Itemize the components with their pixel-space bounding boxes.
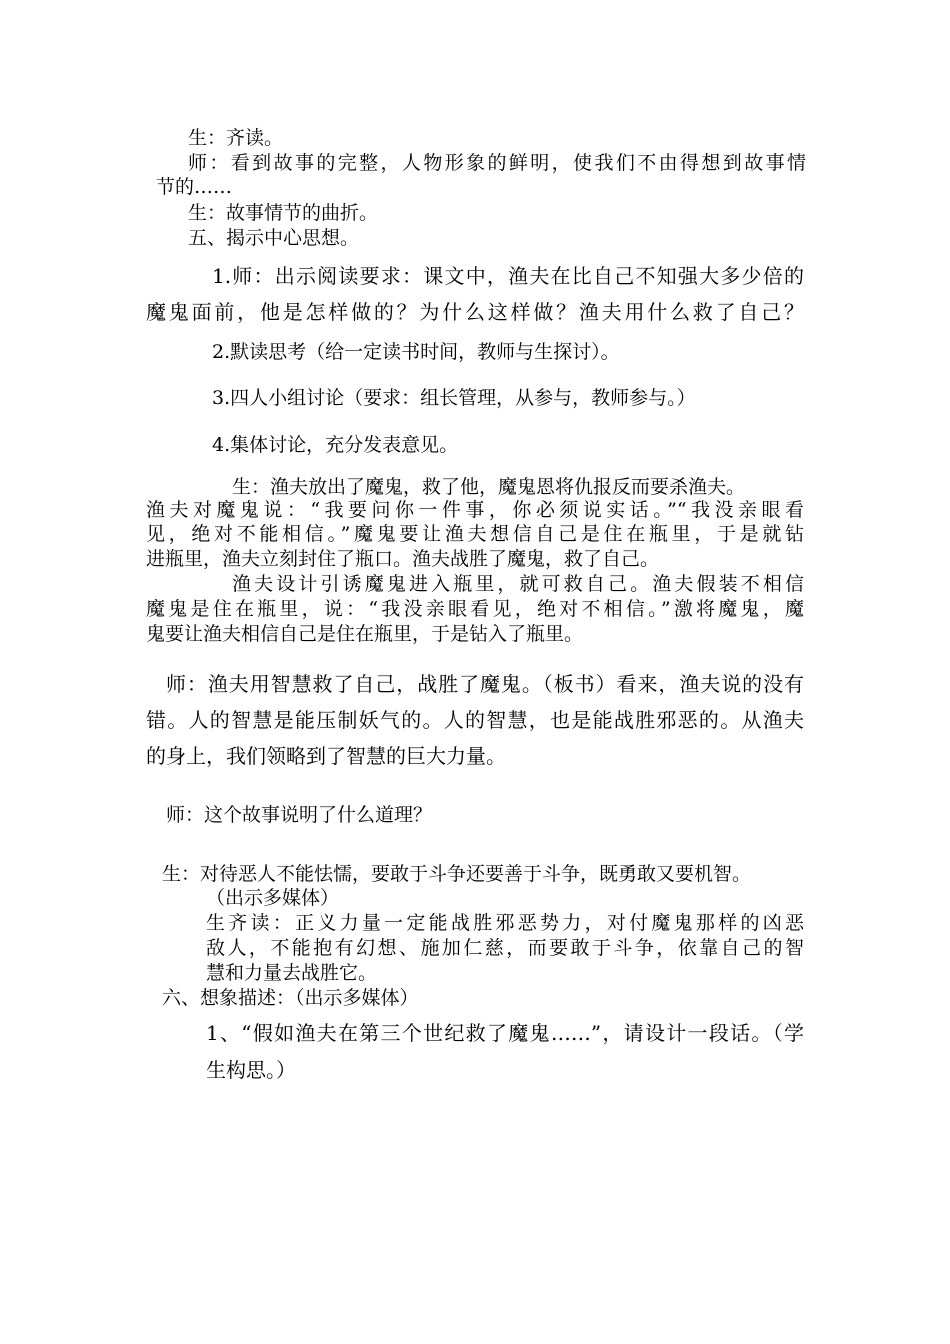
text-line: 生构思。）	[206, 1058, 296, 1082]
text-line: 的身上，我们领略到了智慧的巨大力量。	[146, 744, 506, 768]
text-line: 慧和力量去战胜它。	[206, 962, 378, 984]
text-line: 见，绝对不能相信。”魔鬼要让渔夫想信自己是住在瓶里，于是就钻	[146, 523, 804, 545]
text-line: 师：渔夫用智慧救了自己，战胜了魔鬼。（板书）看来，渔夫说的没有	[166, 672, 804, 696]
text-line: 生：齐读。	[188, 127, 284, 149]
text-line: 生：对待恶人不能怯懦，要敢于斗争还要善于斗争，既勇敢又要机智。	[162, 863, 752, 885]
text-line: 师：这个故事说明了什么道理？	[166, 804, 433, 826]
text-line: 生：故事情节的曲折。	[188, 202, 379, 224]
text-line: 魔鬼面前，他是怎样做的？为什么这样做？渔夫用什么救了自己？	[146, 300, 804, 324]
text-line: 师：看到故事的完整，人物形象的鲜明，使我们不由得想到故事情	[188, 152, 806, 174]
text-line: 生：渔夫放出了魔鬼，救了他，魔鬼恩将仇报反而要杀渔夫。	[232, 476, 746, 498]
text-line: 魔鬼是住在瓶里，说：“我没亲眼看见，绝对不相信。”激将魔鬼，魔	[146, 598, 804, 620]
text-line: （出示多媒体）	[206, 887, 340, 909]
text-line: 4.集体讨论，充分发表意见。	[212, 434, 459, 456]
text-line: 渔夫对魔鬼说：“我要问你一件事，你必须说实话。”“我没亲眼看	[146, 499, 804, 521]
text-line: 进瓶里，渔夫立刻封住了瓶口。渔夫战胜了魔鬼，救了自己。	[146, 548, 660, 570]
text-line: 鬼要让渔夫相信自己是住在瓶里，于是钻入了瓶里。	[146, 623, 584, 645]
text-line: 节的……	[156, 176, 233, 198]
text-line: 1、“假如渔夫在第三个世纪救了魔鬼……”，请设计一段话。（学	[206, 1021, 804, 1045]
text-line: 敌人，不能抱有幻想、施加仁慈，而要敢于斗争，依靠自己的智	[206, 937, 804, 959]
section-heading: 六、想象描述：（出示多媒体）	[162, 987, 419, 1009]
text-line: 1.师：出示阅读要求：课文中，渔夫在比自己不知强大多少倍的	[212, 264, 804, 288]
text-line: 2.默读思考（给一定读书时间，教师与生探讨）。	[212, 341, 620, 363]
text-line: 3.四人小组讨论（要求：组长管理，从参与，教师参与。）	[212, 387, 696, 409]
section-heading: 五、揭示中心思想。	[188, 227, 360, 249]
text-line: 生齐读：正义力量一定能战胜邪恶势力，对付魔鬼那样的凶恶	[206, 912, 804, 934]
text-line: 渔夫设计引诱魔鬼进入瓶里，就可救自己。渔夫假装不相信	[232, 573, 804, 595]
text-line: 错。人的智慧是能压制妖气的。人的智慧，也是能战胜邪恶的。从渔夫	[146, 708, 804, 732]
